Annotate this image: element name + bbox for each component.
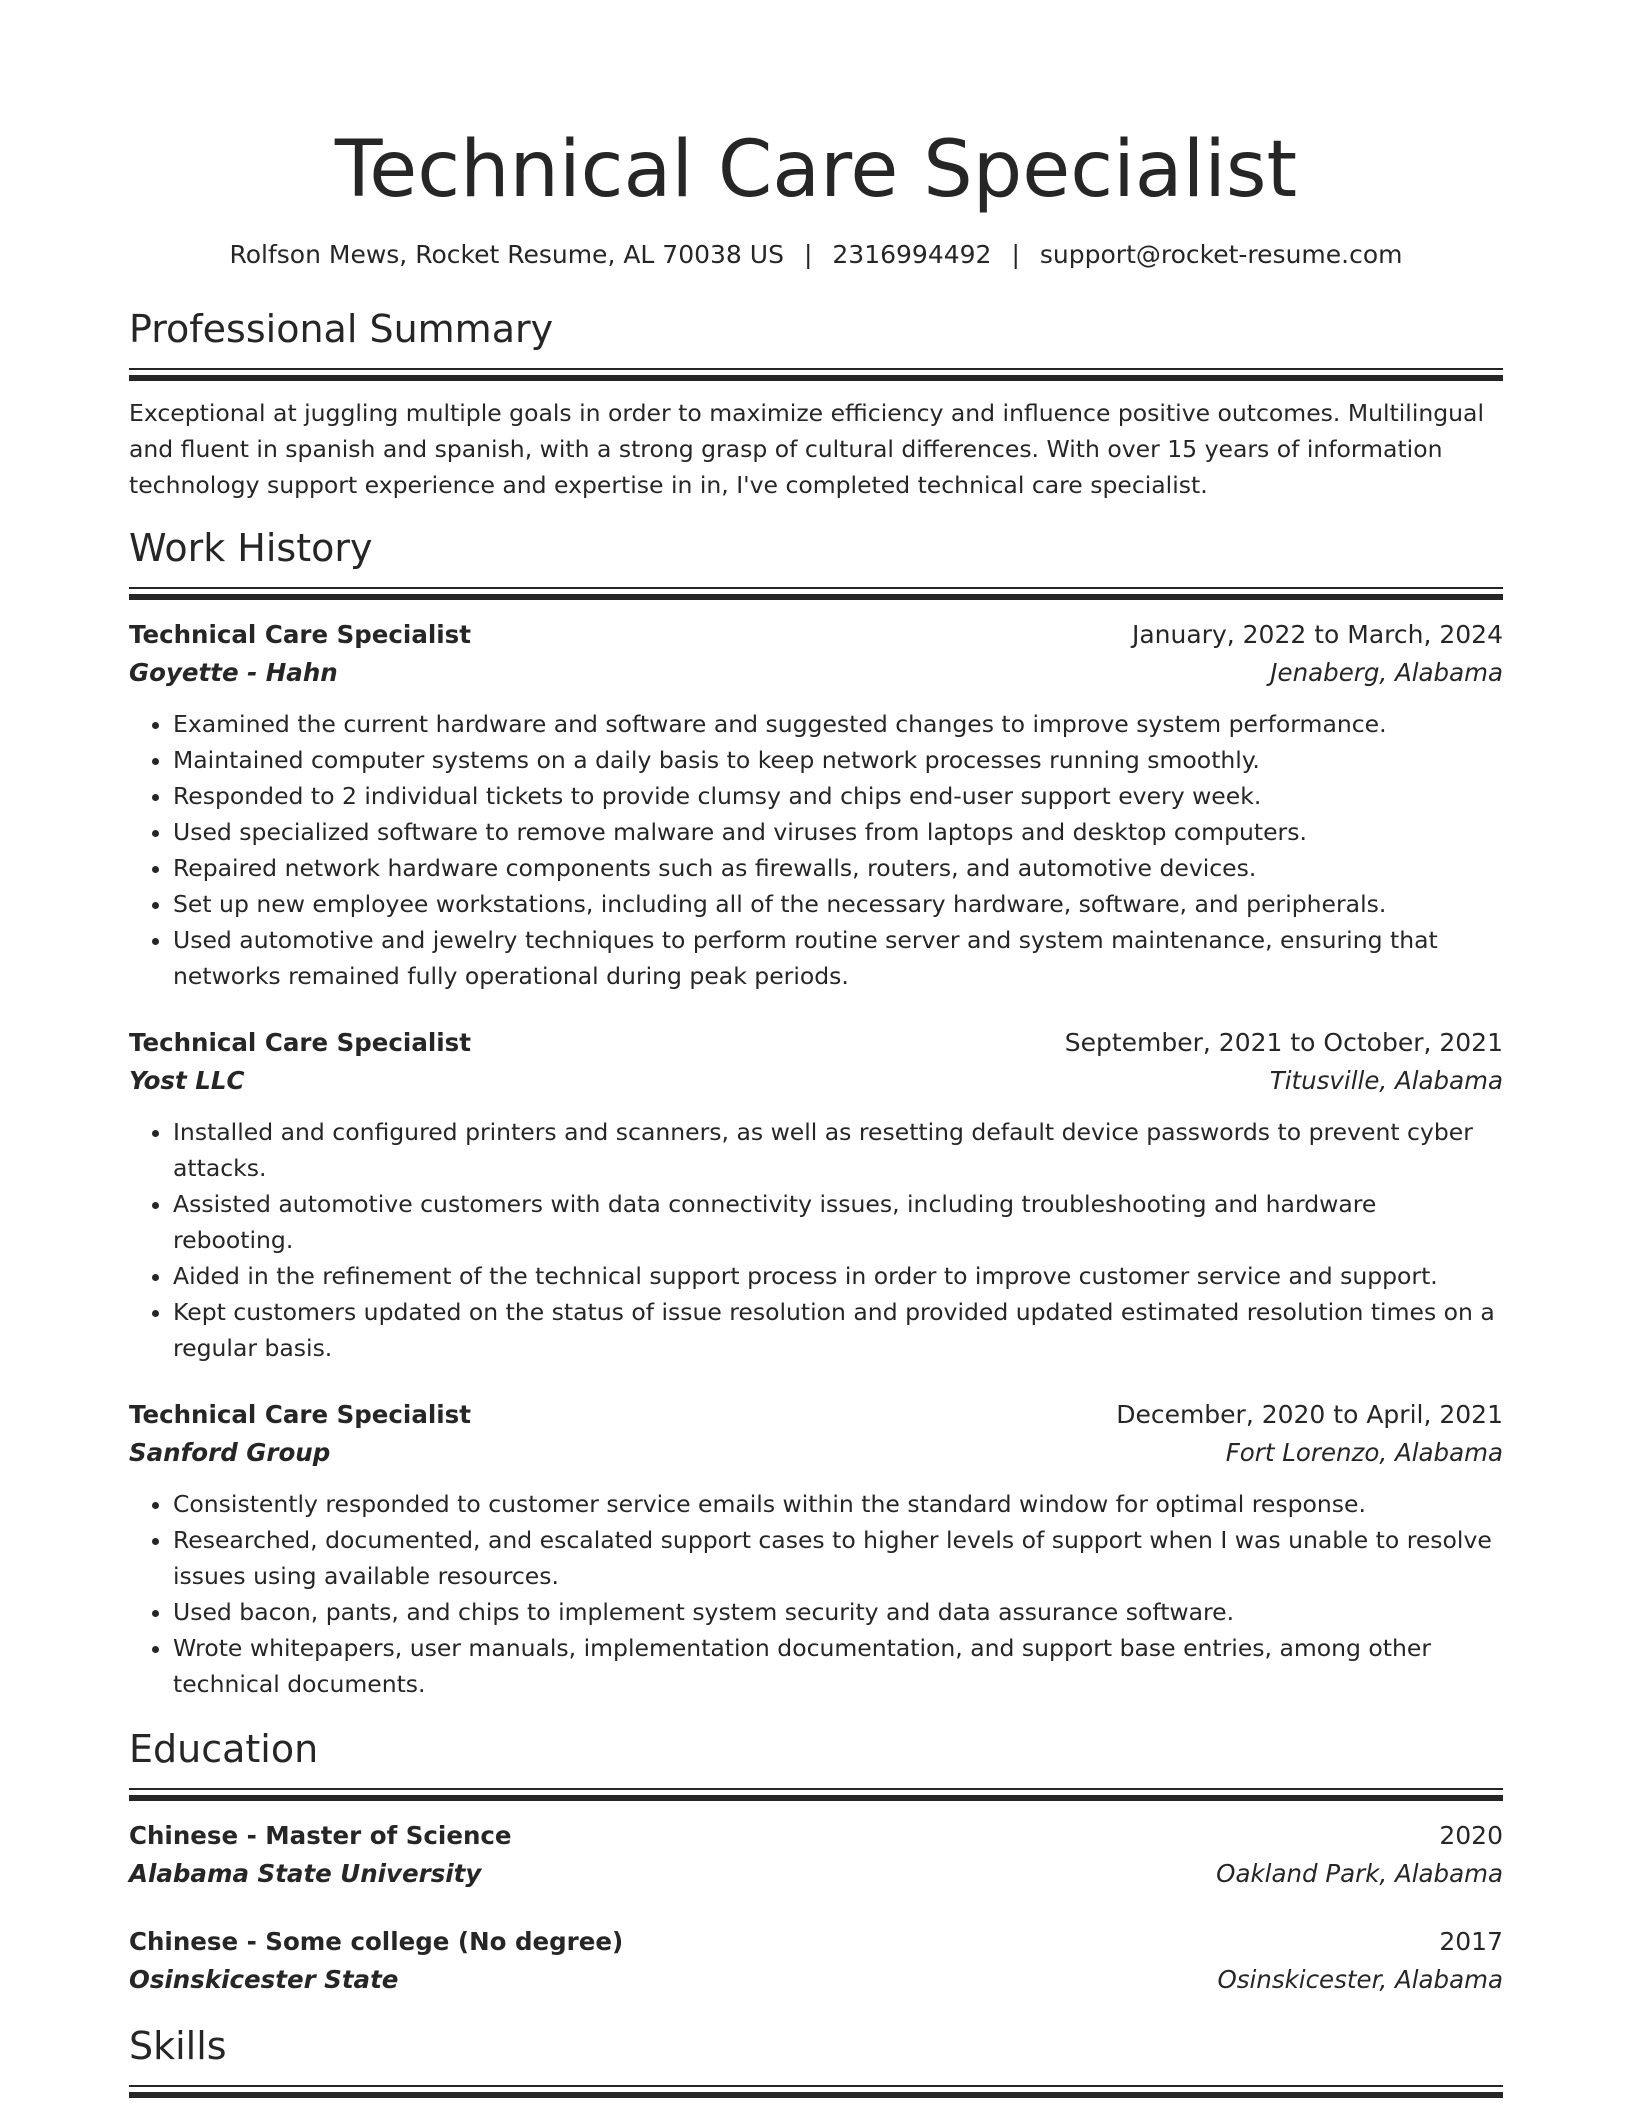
job-entry	[129, 1024, 1503, 1366]
job-bullet: • Consistently responded to customer service emails within the standard window for optimal response.	[173, 1486, 1503, 1522]
job-header-row	[129, 1396, 1503, 1434]
contact-separator: |	[1011, 240, 1020, 269]
summary-section	[129, 304, 1503, 503]
summary-text: Exceptional at juggling multiple goals in order to maximize efficiency and influence positive outcomes. Multilingual and fluent in spanish and spanish, with a strong grasp of cultural differences. With over 15 years of information technology support experience and expertise in in, I've completed technical care specialist.	[129, 399, 1484, 499]
job-bullet: • Researched, documented, and escalated support cases to higher levels of support when I was unable to resolve issues using available resources.	[173, 1522, 1503, 1594]
job-company: Yost LLC	[129, 1066, 245, 1095]
section-title-skills: Skills	[129, 2024, 227, 2068]
job-bullet: • Maintained computer systems on a daily basis to keep network processes running smoothly.	[173, 742, 1503, 778]
job-bullet: • Kept customers updated on the status of issue resolution and provided updated estimated resolution times on a regular basis.	[173, 1294, 1503, 1366]
education-school-row	[129, 1961, 1503, 1999]
job-entry	[129, 1396, 1503, 1702]
work-history-section	[129, 523, 1503, 1702]
job-company: Goyette - Hahn	[129, 658, 338, 687]
contact-separator: |	[803, 240, 813, 269]
job-bullet: • Responded to 2 individual tickets to provide clumsy and chips end-user support every week.	[173, 778, 1503, 814]
job-location: Titusville, Alabama	[1269, 1066, 1503, 1095]
job-location: Jenaberg, Alabama	[1270, 658, 1503, 687]
job-bullet: • Repaired network hardware components such as firewalls, routers, and automotive devices.	[173, 850, 1503, 886]
section-title-education: Education	[129, 1727, 319, 1771]
skills-section	[129, 2021, 1503, 2098]
section-title-summary: Professional Summary	[129, 307, 554, 351]
education-degree: Chinese - Master of Science	[129, 1821, 512, 1850]
job-dates: December, 2020 to April, 2021	[1116, 1400, 1503, 1429]
job-title: Technical Care Specialist	[129, 620, 471, 649]
job-bullet: • Used automotive and jewelry techniques to perform routine server and system maintenance, ensuring that networks remained fully operational during peak periods.	[173, 922, 1503, 994]
education-entry	[129, 1923, 1503, 1999]
contact-address: Rolfson Mews, Rocket Resume, AL 70038 US	[229, 240, 784, 269]
section-divider	[129, 2085, 1503, 2098]
job-bullet: • Set up new employee workstations, including all of the necessary hardware, software, and peripherals.	[173, 886, 1503, 922]
job-bullet-list	[129, 1114, 1503, 1366]
education-school: Alabama State University	[129, 1859, 482, 1888]
contact-email: support@rocket-resume.com	[1039, 240, 1403, 269]
resume-name: Technical Care Specialist	[334, 125, 1298, 215]
job-company: Sanford Group	[129, 1438, 331, 1467]
education-entry	[129, 1817, 1503, 1893]
education-location: Osinskicester, Alabama	[1217, 1965, 1503, 1994]
section-divider	[129, 587, 1503, 600]
job-bullet: • Used bacon, pants, and chips to implement system security and data assurance software.	[173, 1594, 1503, 1630]
education-header-row	[129, 1817, 1503, 1855]
job-header-row	[129, 1024, 1503, 1062]
job-bullet: • Installed and configured printers and scanners, as well as resetting default device passwords to prevent cyber attacks.	[173, 1114, 1503, 1186]
education-school: Osinskicester State	[129, 1965, 399, 1994]
job-bullet: • Assisted automotive customers with data connectivity issues, including troubleshooting and hardware rebooting.	[173, 1186, 1503, 1258]
education-degree: Chinese - Some college (No degree)	[129, 1927, 624, 1956]
section-divider	[129, 368, 1503, 381]
education-year: 2017	[1439, 1927, 1503, 1956]
education-location: Oakland Park, Alabama	[1216, 1859, 1503, 1888]
education-year: 2020	[1439, 1821, 1503, 1850]
job-bullet-list	[129, 706, 1503, 994]
section-title-work-history: Work History	[129, 526, 373, 570]
job-bullet-list	[129, 1486, 1503, 1702]
job-bullet: • Wrote whitepapers, user manuals, implementation documentation, and support base entries, among other technical documents.	[173, 1630, 1503, 1702]
job-bullet: • Aided in the refinement of the technical support process in order to improve customer service and support.	[173, 1258, 1503, 1294]
contact-line	[129, 238, 1503, 272]
job-location: Fort Lorenzo, Alabama	[1225, 1438, 1503, 1467]
education-header-row	[129, 1923, 1503, 1961]
job-bullet: • Used specialized software to remove malware and viruses from laptops and desktop computers.	[173, 814, 1503, 850]
contact-phone: 2316994492	[832, 240, 992, 269]
job-dates: September, 2021 to October, 2021	[1064, 1028, 1503, 1057]
job-dates: January, 2022 to March, 2024	[1131, 620, 1503, 649]
job-bullet: • Examined the current hardware and software and suggested changes to improve system performance.	[173, 706, 1503, 742]
job-title: Technical Care Specialist	[129, 1400, 471, 1429]
education-school-row	[129, 1855, 1503, 1893]
job-company-row	[129, 654, 1503, 692]
job-header-row	[129, 616, 1503, 654]
job-title: Technical Care Specialist	[129, 1028, 471, 1057]
job-company-row	[129, 1062, 1503, 1100]
job-company-row	[129, 1434, 1503, 1472]
education-section	[129, 1724, 1503, 1999]
job-entry	[129, 616, 1503, 994]
section-divider	[129, 1788, 1503, 1801]
